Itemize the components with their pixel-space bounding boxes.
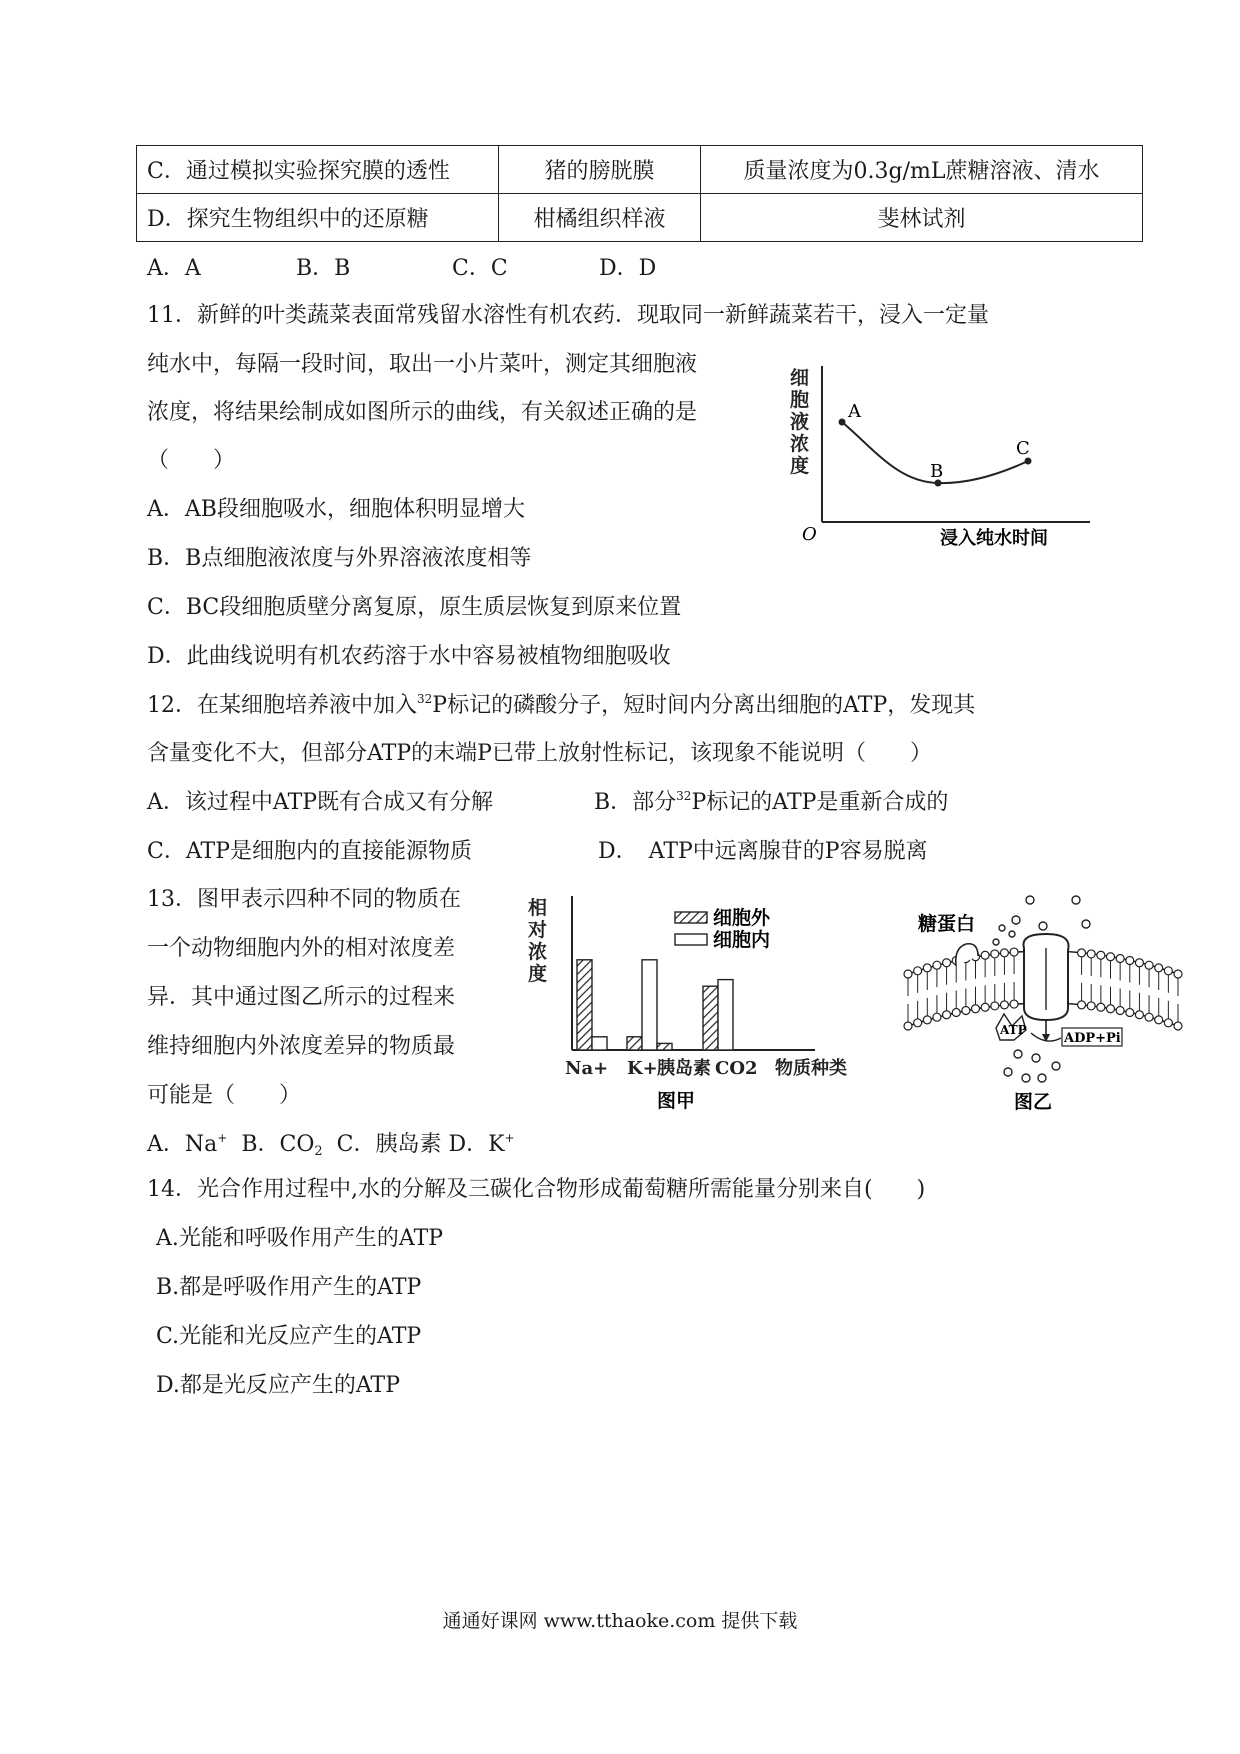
q11-point-a	[839, 419, 846, 426]
page-footer: 通通好课网 www.tthaoke.com 提供下载	[442, 1610, 798, 1632]
bar-outside-3	[703, 986, 718, 1050]
q13-charge: +	[504, 1131, 515, 1145]
q12-isotope-mass: 32	[676, 789, 692, 803]
q10-option-b: B．B	[296, 256, 351, 281]
phospholipid-head	[981, 1003, 989, 1011]
table-cell: 猪的膀胱膜	[499, 146, 701, 194]
q12-stem-text: P标记的磷酸分子，短时间内分离出细胞的ATP，发现其	[432, 693, 976, 718]
q13-subscript: 2	[314, 1144, 323, 1159]
table-cell: 质量浓度为0.3g/mL蔗糖溶液、清水	[701, 146, 1143, 194]
q13-y-label-char: 度	[528, 963, 548, 985]
phospholipid-head	[923, 1016, 931, 1024]
x-tick-label	[627, 1058, 658, 1079]
q11-y-label-char: 液	[790, 411, 810, 433]
adp-label: ADP+Pi	[1064, 1031, 1121, 1046]
phospholipid-head	[1116, 955, 1124, 963]
x-tick-insulin: 胰岛素	[657, 1058, 711, 1079]
bar-inside-3	[718, 980, 733, 1050]
phospholipid-head	[1097, 1003, 1105, 1011]
q12-stem-text: 12．在某细胞培养液中加入	[147, 693, 417, 718]
q11-y-label-char: 细	[790, 367, 810, 389]
phospholipid-head	[1087, 950, 1095, 958]
phospholipid-head	[1087, 1002, 1095, 1010]
q11-option-b: B．B点细胞液浓度与外界溶液浓度相等	[147, 546, 532, 571]
phospholipid-head	[972, 1005, 980, 1013]
q12-option-text: B．部分	[594, 790, 677, 815]
x-tick-label	[657, 1057, 711, 1079]
phospholipid-head	[1126, 1009, 1134, 1017]
bar-outside-0	[577, 960, 592, 1050]
q12-stem-line1	[147, 691, 975, 721]
phospholipid-head	[1174, 1022, 1182, 1030]
phospholipid-head	[933, 961, 941, 969]
q13-stem-line4: 维持细胞内外浓度差异的物质最	[147, 1034, 456, 1059]
q12-option-b	[594, 788, 948, 818]
x-tick-co2: CO2	[715, 1058, 758, 1079]
figure-caption-yi: 图乙	[1014, 1091, 1053, 1113]
x-tick-k: K+	[627, 1058, 658, 1079]
phospholipid-head	[1116, 1007, 1124, 1015]
phospholipid-head	[914, 1019, 922, 1027]
bar-outside-2	[657, 1043, 672, 1050]
phospholipid-head	[1107, 1005, 1115, 1013]
phospholipid-head	[981, 951, 989, 959]
q12-option-a: A．该过程中ATP既有合成又有分解	[147, 790, 494, 815]
phospholipid-head	[952, 1009, 960, 1017]
q11-point-b-label: B	[930, 461, 944, 482]
q13-membrane-diagram	[896, 888, 1186, 1118]
q14-option-b: B.都是呼吸作用产生的ATP	[156, 1275, 422, 1300]
legend-swatch-inside	[675, 934, 707, 945]
table-cell: 斐林试剂	[701, 194, 1143, 242]
q13-options	[147, 1130, 515, 1160]
q12-isotope-mass: 32	[417, 692, 433, 706]
x-tick-label	[565, 1058, 608, 1079]
q13-stem-line2: 一个动物细胞内外的相对浓度差	[147, 936, 456, 961]
phospholipid-head	[1000, 1001, 1008, 1009]
phospholipid-head	[914, 967, 922, 975]
q11-y-label-char: 胞	[790, 389, 810, 411]
phospholipid-head	[1097, 951, 1105, 959]
q13-option-b: B．CO	[227, 1132, 315, 1157]
bar-inside-1	[642, 960, 657, 1050]
phospholipid-head	[1174, 970, 1182, 978]
q11-y-label-char: 度	[790, 455, 810, 477]
legend-label-outside: 细胞外	[713, 907, 771, 929]
q11-stem-line2: 纯水中，每隔一段时间，取出一小片菜叶，测定其细胞液	[147, 352, 698, 377]
phospholipid-head	[943, 1011, 951, 1019]
q11-y-label-char: 浓	[790, 433, 810, 455]
q14-option-c: C.光能和光反应产生的ATP	[156, 1324, 422, 1349]
phospholipid-head	[1164, 1019, 1172, 1027]
q11-point-c-label: C	[1016, 438, 1030, 459]
q13-bar-chart	[525, 890, 890, 1115]
phospholipid-head	[1126, 957, 1134, 965]
q11-stem-line4: （ ）	[147, 448, 236, 473]
phospholipid-head	[1078, 949, 1086, 957]
phospholipid-head	[962, 1007, 970, 1015]
atp-label: ATP	[1000, 1023, 1027, 1037]
phospholipid-head	[904, 1022, 912, 1030]
phospholipid-head	[1135, 959, 1143, 967]
q13-option-cd: C．胰岛素 D．K	[322, 1132, 505, 1157]
q12-stem-line2: 含量变化不大，但部分ATP的末端P已带上放射性标记，该现象不能说明（ ）	[147, 741, 932, 766]
phospholipid-head	[1010, 948, 1018, 956]
table-cell: C．通过模拟实验探究膜的透性	[137, 146, 499, 194]
q11-x-axis-label: 浸入纯水时间	[940, 528, 1048, 549]
q11-stem-line1: 11．新鲜的叶类蔬菜表面常残留水溶性有机农药．现取同一新鲜蔬菜若干，浸入一定量	[147, 303, 989, 328]
glycoprotein-label: 糖蛋白	[918, 913, 976, 935]
figure-caption-jia: 图甲	[657, 1090, 696, 1112]
q12-option-text: P标记的ATP是重新合成的	[691, 790, 949, 815]
phospholipid-head	[923, 964, 931, 972]
q13-stem-line1: 13．图甲表示四种不同的物质在	[147, 887, 461, 912]
table-cell: 柑橘组织样液	[499, 194, 701, 242]
experiment-table	[136, 145, 1143, 242]
q11-option-a: A．AB段细胞吸水，细胞体积明显增大	[147, 497, 525, 522]
q11-option-c: C．BC段细胞质壁分离复原，原生质层恢复到原来位置	[147, 595, 682, 620]
phospholipid-head	[1164, 967, 1172, 975]
intracellular-molecules	[1004, 1050, 1060, 1082]
phospholipid-head	[1155, 1016, 1163, 1024]
q13-stem-line3: 异．其中通过图乙所示的过程来	[147, 985, 456, 1010]
q13-stem-line5: 可能是（ ）	[147, 1083, 302, 1108]
q13-charge: +	[217, 1131, 228, 1145]
q14-stem: 14．光合作用过程中,水的分解及三碳化合物形成葡萄糖所需能量分别来自( )	[147, 1177, 926, 1202]
bar-outside-1	[627, 1037, 642, 1050]
phospholipid-head	[1000, 949, 1008, 957]
q13-option-a: A．Na	[147, 1132, 218, 1157]
q11-curve-figure	[790, 362, 1100, 552]
q14-option-d: D.都是光反应产生的ATP	[156, 1373, 401, 1398]
bar-inside-0	[592, 1037, 607, 1050]
legend-label-inside: 细胞内	[713, 929, 771, 951]
q11-point-a-label: A	[848, 401, 861, 422]
x-tick-label	[715, 1058, 758, 1079]
q12-option-c: C．ATP是细胞内的直接能源物质	[147, 839, 472, 864]
q10-option-d: D．D	[599, 256, 657, 281]
phospholipid-head	[1078, 1001, 1086, 1009]
q13-y-label-char: 对	[528, 919, 548, 941]
q13-y-label-char: 相	[528, 897, 548, 919]
legend-swatch-outside	[675, 912, 707, 923]
phospholipid-head	[1010, 1000, 1018, 1008]
q10-option-a: A．A	[147, 256, 201, 281]
x-tick-na: Na+	[565, 1058, 609, 1079]
phospholipid-head	[904, 970, 912, 978]
phospholipid-head	[1155, 964, 1163, 972]
phospholipid-head	[1145, 1013, 1153, 1021]
phospholipid-head	[933, 1013, 941, 1021]
table-cell: D．探究生物组织中的还原糖	[137, 194, 499, 242]
q11-origin-label: O	[802, 524, 817, 545]
q12-option-d: D． ATP中远离腺苷的P容易脱离	[598, 839, 928, 864]
q11-option-d: D．此曲线说明有机农药溶于水中容易被植物细胞吸收	[147, 644, 671, 669]
phospholipid-head	[943, 959, 951, 967]
q13-bars	[577, 960, 733, 1050]
phospholipid-head	[1135, 1011, 1143, 1019]
q10-option-c: C．C	[452, 256, 508, 281]
phospholipid-head	[1107, 953, 1115, 961]
phospholipid-head	[991, 950, 999, 958]
q11-stem-line3: 浓度，将结果绘制成如图所示的曲线，有关叙述正确的是	[147, 400, 698, 425]
q14-option-a: A.光能和呼吸作用产生的ATP	[156, 1226, 444, 1251]
phospholipid-head	[1145, 961, 1153, 969]
q13-x-axis-label: 物质种类	[775, 1058, 847, 1079]
q13-y-label-char: 浓	[528, 941, 548, 963]
phospholipid-head	[991, 1002, 999, 1010]
table-row	[137, 146, 1143, 194]
table-row	[137, 194, 1143, 242]
